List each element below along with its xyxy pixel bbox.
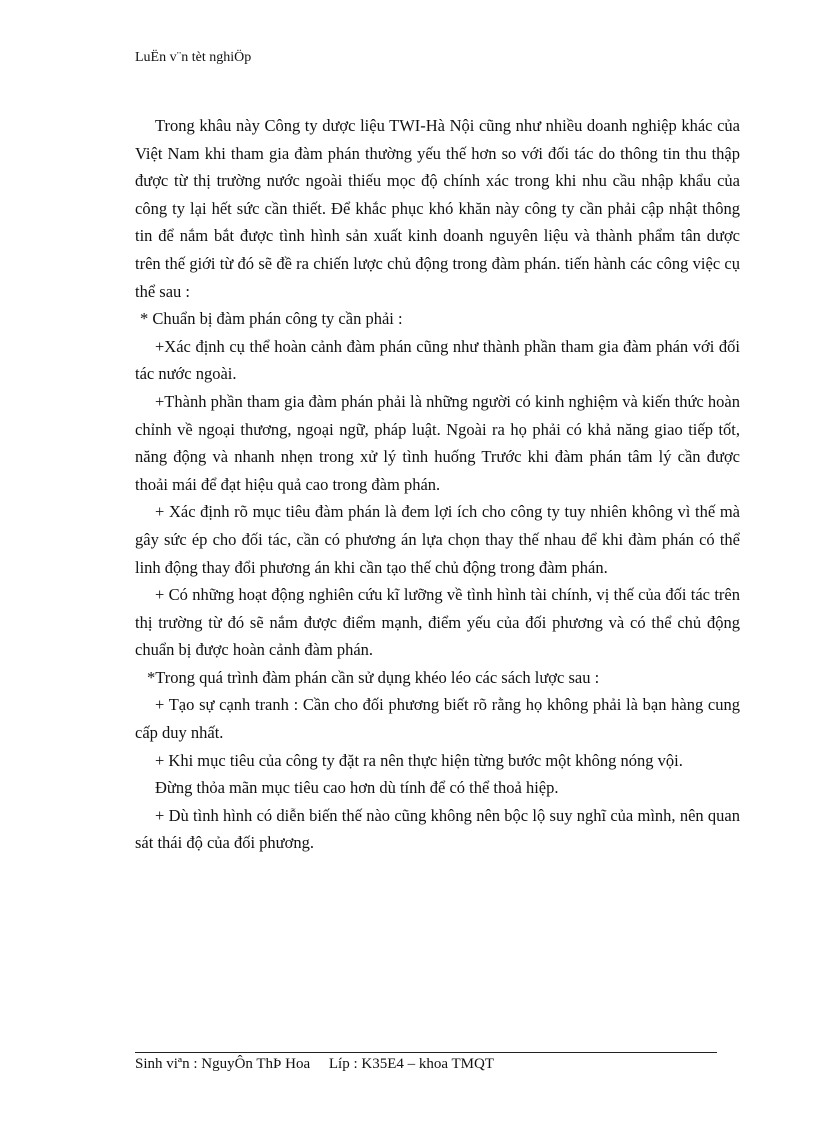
paragraph-tactics-heading: *Trong quá trình đàm phán cần sử dụng khéo léo các sách lược sau :: [147, 667, 600, 687]
paragraph-prep-2: +Thành phần tham gia đàm phán phải là những người có kinh nghiệm và kiến thức hoàn chỉnh về ngoại thương, ngoại ngữ, pháp luật. Ngoài ra họ phải có khả năng giao tiếp tốt, năng động và nhanh nhẹn trong xử lý tình huống Trước khi đàm phán tâm lý cần được thoải mái để đạt hiệu quả cao trong đàm phán.: [135, 391, 740, 494]
footer-divider: [135, 1052, 717, 1053]
paragraph-tactic-3: Đừng thỏa mãn mục tiêu cao hơn dù tính để có thể thoả hiệp.: [155, 778, 559, 798]
body-text: [135, 112, 740, 857]
running-header: LuËn v¨n tèt nghiÖp: [135, 50, 252, 65]
paragraph-tactic-4: + Dù tình hình có diễn biến thế nào cũng không nên bộc lộ suy nghĩ của mình, nên quan sát thái độ của đối phương.: [135, 805, 740, 853]
paragraph-prep-3: + Xác định rõ mục tiêu đàm phán là đem lợi ích cho công ty tuy nhiên không vì thế mà gây sức ép cho đối tác, cần có phương án lựa chọn thay thế nhau để khi đàm phán có thể linh động thay đổi phương án khi cần tạo thế chủ động trong đàm phán.: [135, 502, 740, 577]
paragraph-intro: Trong khâu này Công ty dược liệu TWI-Hà Nội cũng như nhiều doanh nghiệp khác của Việt Nam khi tham gia đàm phán thường yếu thế hơn so với đối tác do thông tin thu thập được từ thị trường nước ngoài thiếu mọc độ chính xác trong khi nhu cầu nhập khẩu của công ty lại hết sức cần thiết. Để khắc phục khó khăn này công ty cần phải cập nhật thông tin để nắm bắt được tình hình sản xuất kinh doanh nguyên liệu và thành phẩm tân dược trên thế giới từ đó sẽ đề ra chiến lược chủ động trong đàm phán. tiến hành các công việc cụ thể sau :: [135, 116, 740, 301]
paragraph-prep-4: + Có những hoạt động nghiên cứu kĩ lưỡng về tình hình tài chính, vị thế của đối tác trên thị trường từ đó sẽ nắm được điểm mạnh, điểm yếu của đối phương và có thể chủ động chuẩn bị được hoàn cảnh đàm phán.: [135, 585, 740, 660]
footer-student: Sinh viªn : NguyÔn ThÞ Hoa: [135, 1056, 311, 1072]
paragraph-tactic-1: + Tạo sự cạnh tranh : Cần cho đối phương biết rõ rằng họ không phải là bạn hàng cung cấp duy nhất.: [135, 695, 740, 743]
running-footer: [135, 1056, 494, 1073]
paragraph-prep-heading: * Chuẩn bị đàm phán công ty cần phải :: [140, 309, 403, 329]
footer-class: Líp : K35E4 – khoa TMQT: [328, 1056, 494, 1072]
paragraph-prep-1: +Xác định cụ thể hoàn cảnh đàm phán cũng như thành phần tham gia đàm phán với đối tác nước ngoài.: [135, 336, 740, 384]
paragraph-tactic-2: + Khi mục tiêu của công ty đặt ra nên thực hiện từng bước một không nóng vội.: [155, 750, 683, 770]
